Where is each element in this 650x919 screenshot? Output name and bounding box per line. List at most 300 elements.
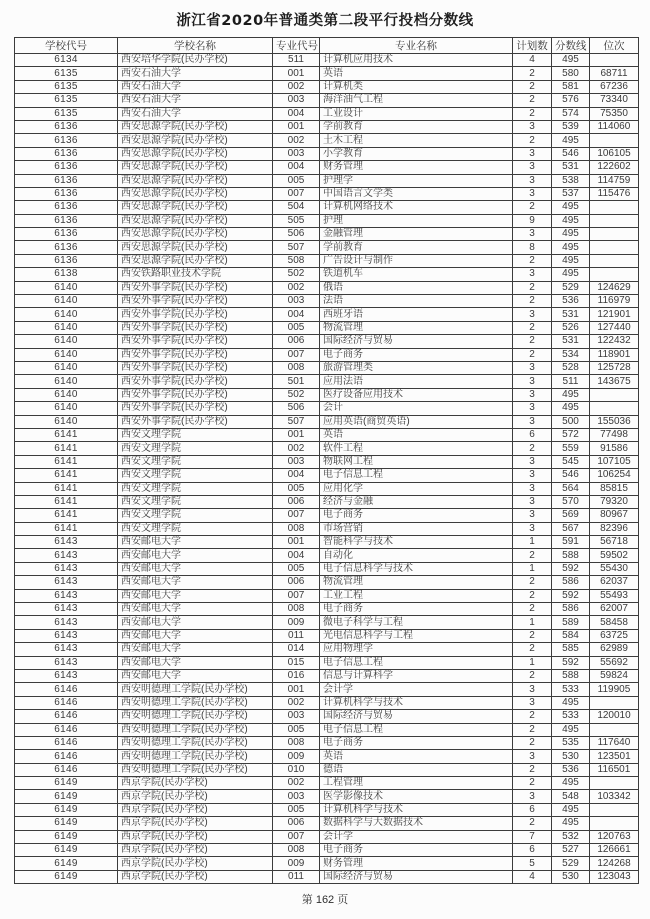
cell-school-name: 西安外事学院(民办学校) [118,321,273,334]
cell-score-line: 495 [552,817,590,830]
cell-major-code: 004 [273,308,320,321]
cell-major-code: 501 [273,375,320,388]
table-row [15,522,639,535]
cell-rank: 125728 [590,361,639,374]
cell-school-name: 西安思源学院(民办学校) [118,187,273,200]
cell-school-code: 6136 [15,187,118,200]
cell-school-name: 西安文理学院 [118,509,273,522]
cell-major-code: 506 [273,228,320,241]
cell-major-name: 数据科学与大数据技术 [320,817,513,830]
cell-major-name: 广告设计与制作 [320,254,513,267]
cell-score-line: 495 [552,201,590,214]
cell-score-line: 546 [552,147,590,160]
cell-school-name: 西安邮电大学 [118,669,273,682]
cell-score-line: 532 [552,830,590,843]
cell-major-code: 001 [273,536,320,549]
cell-rank: 62989 [590,643,639,656]
cell-rank: 115476 [590,187,639,200]
cell-major-name: 电子商务 [320,509,513,522]
cell-school-code: 6141 [15,495,118,508]
cell-major-name: 俄语 [320,281,513,294]
cell-score-line: 585 [552,643,590,656]
cell-plan-count: 2 [513,295,552,308]
table-row [15,696,639,709]
cell-school-name: 西安邮电大学 [118,656,273,669]
cell-major-code: 507 [273,415,320,428]
cell-major-code: 508 [273,254,320,267]
cell-score-line: 588 [552,549,590,562]
table-row [15,763,639,776]
cell-school-name: 西安石油大学 [118,67,273,80]
table-row [15,455,639,468]
cell-major-name: 英语 [320,428,513,441]
cell-plan-count: 3 [513,696,552,709]
cell-score-line: 495 [552,803,590,816]
cell-major-name: 医学影像技术 [320,790,513,803]
cell-plan-count: 2 [513,348,552,361]
cell-rank: 121901 [590,308,639,321]
cell-major-name: 工业工程 [320,589,513,602]
cell-school-code: 6140 [15,402,118,415]
table-row [15,817,639,830]
cell-plan-count: 5 [513,857,552,870]
cell-major-code: 008 [273,522,320,535]
cell-rank [590,54,639,67]
cell-school-code: 6136 [15,134,118,147]
cell-plan-count: 1 [513,656,552,669]
cell-rank: 85815 [590,482,639,495]
cell-plan-count: 9 [513,214,552,227]
cell-rank: 124268 [590,857,639,870]
cell-major-name: 经济与金融 [320,495,513,508]
cell-major-name: 计算机应用技术 [320,54,513,67]
table-row [15,321,639,334]
cell-rank: 114060 [590,120,639,133]
table-row [15,870,639,883]
cell-major-code: 004 [273,161,320,174]
cell-school-code: 6135 [15,107,118,120]
cell-plan-count: 3 [513,308,552,321]
cell-plan-count: 4 [513,54,552,67]
cell-major-code: 504 [273,201,320,214]
cell-school-code: 6140 [15,335,118,348]
cell-plan-count: 3 [513,187,552,200]
cell-score-line: 495 [552,777,590,790]
cell-rank [590,254,639,267]
table-row [15,120,639,133]
cell-score-line: 495 [552,214,590,227]
cell-plan-count: 3 [513,495,552,508]
cell-rank: 122602 [590,161,639,174]
cell-school-name: 西安邮电大学 [118,603,273,616]
cell-plan-count: 3 [513,790,552,803]
cell-school-name: 西安邮电大学 [118,549,273,562]
cell-rank: 63725 [590,629,639,642]
cell-school-code: 6149 [15,844,118,857]
cell-school-name: 西安明德理工学院(民办学校) [118,736,273,749]
cell-school-code: 6143 [15,549,118,562]
cell-school-name: 西安邮电大学 [118,576,273,589]
cell-major-code: 002 [273,777,320,790]
cell-plan-count: 2 [513,777,552,790]
cell-rank: 55430 [590,562,639,575]
cell-rank: 59502 [590,549,639,562]
cell-score-line: 535 [552,736,590,749]
table-row [15,308,639,321]
table-row [15,174,639,187]
table-row [15,214,639,227]
cell-major-code: 011 [273,870,320,883]
cell-major-code: 506 [273,402,320,415]
cell-major-name: 护理学 [320,174,513,187]
table-row [15,669,639,682]
cell-score-line: 495 [552,268,590,281]
table-header-row [15,38,639,54]
table-row [15,281,639,294]
cell-plan-count: 3 [513,147,552,160]
cell-rank [590,777,639,790]
header-major-name: 专业名称 [320,38,513,54]
cell-major-name: 微电子科学与工程 [320,616,513,629]
cell-school-name: 西安明德理工学院(民办学校) [118,723,273,736]
page-number: 第 162 页 [301,894,349,907]
table-row [15,576,639,589]
cell-major-code: 009 [273,750,320,763]
cell-school-name: 西安石油大学 [118,80,273,93]
cell-score-line: 528 [552,361,590,374]
cell-score-line: 588 [552,669,590,682]
cell-school-code: 6136 [15,228,118,241]
cell-rank: 55692 [590,656,639,669]
cell-school-name: 西京学院(民办学校) [118,830,273,843]
table-row [15,67,639,80]
cell-score-line: 592 [552,656,590,669]
cell-school-code: 6141 [15,509,118,522]
cell-major-name: 自动化 [320,549,513,562]
table-row [15,562,639,575]
cell-major-code: 002 [273,442,320,455]
cell-rank: 122432 [590,335,639,348]
table-row [15,54,639,67]
cell-school-code: 6149 [15,830,118,843]
cell-major-name: 铁道机车 [320,268,513,281]
cell-school-name: 西安思源学院(民办学校) [118,241,273,254]
cell-score-line: 586 [552,603,590,616]
cell-major-name: 信息与计算科学 [320,669,513,682]
cell-major-code: 004 [273,107,320,120]
cell-school-name: 西安文理学院 [118,522,273,535]
table-row [15,187,639,200]
cell-score-line: 559 [552,442,590,455]
cell-school-name: 西安文理学院 [118,469,273,482]
cell-school-name: 西安文理学院 [118,442,273,455]
cell-major-name: 会计 [320,402,513,415]
cell-school-name: 西安思源学院(民办学校) [118,134,273,147]
cell-school-code: 6141 [15,442,118,455]
cell-school-code: 6143 [15,669,118,682]
cell-major-name: 计算机网络技术 [320,201,513,214]
cell-school-code: 6140 [15,361,118,374]
cell-school-name: 西安邮电大学 [118,589,273,602]
cell-major-code: 008 [273,844,320,857]
cell-school-code: 6140 [15,388,118,401]
cell-school-code: 6140 [15,348,118,361]
cell-score-line: 592 [552,562,590,575]
cell-score-line: 589 [552,616,590,629]
cell-score-line: 500 [552,415,590,428]
cell-school-code: 6140 [15,321,118,334]
cell-score-line: 580 [552,67,590,80]
cell-plan-count: 2 [513,335,552,348]
cell-major-code: 002 [273,696,320,709]
cell-major-code: 001 [273,428,320,441]
cell-rank [590,201,639,214]
cell-plan-count: 2 [513,669,552,682]
cell-score-line: 495 [552,388,590,401]
cell-score-line: 545 [552,455,590,468]
cell-major-code: 002 [273,134,320,147]
cell-rank: 62007 [590,603,639,616]
cell-plan-count: 6 [513,844,552,857]
cell-score-line: 495 [552,228,590,241]
cell-plan-count: 3 [513,683,552,696]
cell-rank [590,723,639,736]
cell-major-name: 电子商务 [320,603,513,616]
cell-major-code: 004 [273,549,320,562]
cell-school-code: 6146 [15,696,118,709]
cell-plan-count: 1 [513,616,552,629]
cell-score-line: 570 [552,495,590,508]
table-row [15,736,639,749]
table-row [15,388,639,401]
cell-major-code: 005 [273,482,320,495]
cell-score-line: 495 [552,241,590,254]
cell-major-code: 505 [273,214,320,227]
cell-school-name: 西安外事学院(民办学校) [118,415,273,428]
cell-rank: 106105 [590,147,639,160]
cell-major-name: 电子信息工程 [320,656,513,669]
cell-school-code: 6146 [15,763,118,776]
cell-school-name: 西安思源学院(民办学校) [118,161,273,174]
cell-major-code: 007 [273,830,320,843]
cell-rank: 68711 [590,67,639,80]
cell-school-code: 6143 [15,576,118,589]
cell-rank [590,817,639,830]
table-row [15,549,639,562]
cell-major-name: 电子信息工程 [320,469,513,482]
cell-school-code: 6146 [15,750,118,763]
cell-major-name: 会计学 [320,683,513,696]
table-row [15,361,639,374]
cell-school-name: 西安外事学院(民办学校) [118,375,273,388]
cell-rank: 107105 [590,455,639,468]
cell-score-line: 536 [552,763,590,776]
table-row [15,790,639,803]
cell-school-code: 6135 [15,67,118,80]
cell-score-line: 529 [552,857,590,870]
cell-rank [590,402,639,415]
table-body [15,54,639,884]
cell-rank: 155036 [590,415,639,428]
cell-major-code: 006 [273,335,320,348]
table-row [15,428,639,441]
cell-rank: 77498 [590,428,639,441]
cell-school-code: 6135 [15,80,118,93]
cell-school-code: 6143 [15,616,118,629]
cell-rank [590,696,639,709]
cell-major-name: 计算机科学与技术 [320,696,513,709]
cell-major-name: 电子商务 [320,844,513,857]
cell-school-name: 西安外事学院(民办学校) [118,402,273,415]
cell-score-line: 530 [552,870,590,883]
cell-score-line: 586 [552,576,590,589]
cell-score-line: 591 [552,536,590,549]
cell-plan-count: 3 [513,361,552,374]
table-row [15,803,639,816]
cell-school-code: 6138 [15,268,118,281]
cell-school-name: 西安外事学院(民办学校) [118,281,273,294]
cell-major-name: 西班牙语 [320,308,513,321]
cell-major-name: 工程管理 [320,777,513,790]
cell-score-line: 584 [552,629,590,642]
cell-major-name: 计算机类 [320,80,513,93]
cell-major-code: 502 [273,268,320,281]
cell-plan-count: 3 [513,388,552,401]
cell-school-name: 西京学院(民办学校) [118,844,273,857]
table-row [15,750,639,763]
cell-rank: 91586 [590,442,639,455]
cell-school-code: 6136 [15,174,118,187]
cell-school-name: 西安邮电大学 [118,629,273,642]
cell-major-code: 014 [273,643,320,656]
cell-major-code: 008 [273,361,320,374]
cell-plan-count: 3 [513,161,552,174]
cell-score-line: 495 [552,723,590,736]
cell-major-code: 007 [273,187,320,200]
cell-major-name: 应用英语(商贸英语) [320,415,513,428]
cell-plan-count: 3 [513,415,552,428]
cell-major-name: 应用化学 [320,482,513,495]
cell-score-line: 511 [552,375,590,388]
cell-score-line: 495 [552,402,590,415]
cell-plan-count: 2 [513,549,552,562]
cell-plan-count: 4 [513,870,552,883]
cell-school-name: 西安培华学院(民办学校) [118,54,273,67]
cell-rank: 116979 [590,295,639,308]
cell-plan-count: 2 [513,643,552,656]
cell-plan-count: 2 [513,603,552,616]
cell-major-name: 海洋油气工程 [320,94,513,107]
cell-plan-count: 2 [513,254,552,267]
cell-school-code: 6140 [15,281,118,294]
cell-rank: 116501 [590,763,639,776]
cell-major-code: 002 [273,281,320,294]
cell-school-name: 西京学院(民办学校) [118,777,273,790]
cell-major-name: 旅游管理类 [320,361,513,374]
table-row [15,134,639,147]
cell-school-code: 6143 [15,629,118,642]
table-row [15,268,639,281]
cell-score-line: 531 [552,335,590,348]
cell-major-name: 物联网工程 [320,455,513,468]
cell-school-name: 西京学院(民办学校) [118,803,273,816]
cell-plan-count: 2 [513,134,552,147]
table-row [15,161,639,174]
cell-school-name: 西安明德理工学院(民办学校) [118,683,273,696]
cell-score-line: 533 [552,710,590,723]
cell-rank: 120763 [590,830,639,843]
cell-major-name: 软件工程 [320,442,513,455]
cell-plan-count: 6 [513,803,552,816]
cell-major-code: 011 [273,629,320,642]
cell-school-name: 西安明德理工学院(民办学校) [118,763,273,776]
cell-major-name: 财务管理 [320,857,513,870]
cell-major-name: 工业设计 [320,107,513,120]
cell-major-code: 007 [273,509,320,522]
cell-plan-count: 2 [513,817,552,830]
cell-major-code: 015 [273,656,320,669]
cell-score-line: 495 [552,696,590,709]
cell-school-code: 6136 [15,147,118,160]
cell-school-code: 6136 [15,161,118,174]
cell-major-name: 光电信息科学与工程 [320,629,513,642]
cell-school-code: 6146 [15,723,118,736]
cell-school-name: 西安文理学院 [118,455,273,468]
cell-rank: 126661 [590,844,639,857]
cell-major-name: 国际经济与贸易 [320,710,513,723]
table-row [15,241,639,254]
cell-school-code: 6149 [15,870,118,883]
cell-major-name: 土木工程 [320,134,513,147]
cell-major-code: 007 [273,589,320,602]
header-school-code: 学校代号 [15,38,118,54]
cell-school-code: 6140 [15,415,118,428]
cell-score-line: 533 [552,683,590,696]
cell-score-line: 495 [552,134,590,147]
cell-plan-count: 7 [513,830,552,843]
cell-plan-count: 3 [513,402,552,415]
cell-rank: 114759 [590,174,639,187]
header-school-name: 学校名称 [118,38,273,54]
cell-school-name: 西京学院(民办学校) [118,817,273,830]
cell-rank [590,388,639,401]
cell-plan-count: 2 [513,763,552,776]
cell-major-name: 德语 [320,763,513,776]
cell-school-name: 西安思源学院(民办学校) [118,201,273,214]
cell-major-name: 电子商务 [320,736,513,749]
cell-plan-count: 2 [513,710,552,723]
cell-school-code: 6146 [15,683,118,696]
header-plan-count: 计划数 [513,38,552,54]
cell-school-name: 西安邮电大学 [118,562,273,575]
cell-school-code: 6136 [15,241,118,254]
cell-major-code: 009 [273,857,320,870]
table-row [15,94,639,107]
cell-school-code: 6149 [15,777,118,790]
cell-rank [590,214,639,227]
cell-school-code: 6135 [15,94,118,107]
cell-rank: 59824 [590,669,639,682]
cell-score-line: 527 [552,844,590,857]
cell-major-code: 507 [273,241,320,254]
cell-school-name: 西安外事学院(民办学校) [118,335,273,348]
cell-school-name: 西安文理学院 [118,428,273,441]
cell-major-code: 005 [273,174,320,187]
cell-school-name: 西安外事学院(民办学校) [118,361,273,374]
cell-plan-count: 3 [513,509,552,522]
cell-major-code: 002 [273,80,320,93]
cell-plan-count: 2 [513,321,552,334]
